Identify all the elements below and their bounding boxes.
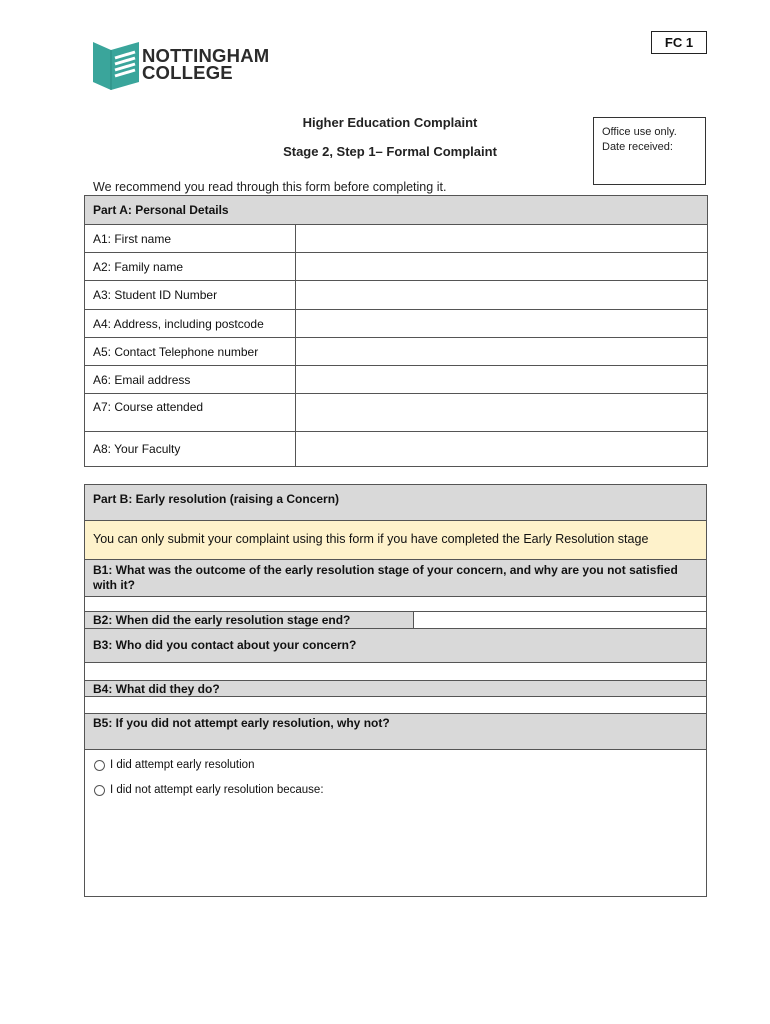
logo-text <box>142 47 269 81</box>
b3-answer[interactable] <box>85 662 706 680</box>
b2-label-cell <box>85 612 414 628</box>
course-field[interactable] <box>296 394 708 432</box>
radio-not-attempted[interactable] <box>94 785 105 796</box>
first-name-field[interactable] <box>296 225 708 253</box>
b4-answer[interactable] <box>85 696 706 713</box>
b3-row <box>85 628 706 662</box>
b4-row <box>85 680 706 696</box>
option-not-attempted-label: I did not attempt early resolution because: <box>110 784 324 796</box>
address-label: A4: Address, including postcode <box>85 310 296 338</box>
first-name-label: A1: First name <box>85 225 296 253</box>
b2-answer[interactable] <box>414 612 706 628</box>
b2-question: B2: When did the early resolution stage end? <box>93 613 351 627</box>
b1-row <box>85 559 706 596</box>
student-id-label: A3: Student ID Number <box>85 281 296 310</box>
notice-text: You can only submit your complaint using this form if you have completed the Early Resolution stage <box>93 532 649 546</box>
email-label: A6: Email address <box>85 366 296 394</box>
b4-question: B4: What did they do? <box>93 682 220 696</box>
logo-line-1: NOTTINGHAM <box>142 45 270 66</box>
office-use-label: Office use only. <box>602 126 677 138</box>
form-title: Higher Education Complaint <box>302 115 478 130</box>
option-not-attempted[interactable] <box>94 784 324 796</box>
part-b-section <box>84 484 707 897</box>
form-code: FC 1 <box>664 35 694 50</box>
part-b-header-row <box>85 485 706 520</box>
b5-question: B5: If you did not attempt early resolution, why not? <box>93 716 390 730</box>
option-attempted-label: I did attempt early resolution <box>110 759 255 771</box>
date-received-label: Date received: <box>602 141 673 153</box>
form-subtitle: Stage 2, Step 1– Formal Complaint <box>283 144 497 159</box>
part-b-header: Part B: Early resolution (raising a Concern) <box>93 492 340 506</box>
part-a-table <box>84 195 708 467</box>
b5-row <box>85 713 706 749</box>
logo-line-2: COLLEGE <box>142 62 233 83</box>
telephone-field[interactable] <box>296 338 708 366</box>
telephone-label: A5: Contact Telephone number <box>85 338 296 366</box>
family-name-field[interactable] <box>296 253 708 281</box>
office-use-box <box>593 117 706 185</box>
radio-attempted[interactable] <box>94 760 105 771</box>
form-code-box <box>651 31 707 54</box>
recommend-text: We recommend you read through this form before completing it. <box>93 180 447 194</box>
course-label: A7: Course attended <box>85 394 296 432</box>
faculty-label: A8: Your Faculty <box>85 432 296 467</box>
email-field[interactable] <box>296 366 708 394</box>
part-a-header: Part A: Personal Details <box>85 196 708 225</box>
faculty-field[interactable] <box>296 432 708 467</box>
b5-answer-area <box>85 749 706 896</box>
b3-question: B3: Who did you contact about your concern? <box>93 638 357 652</box>
b1-question: B1: What was the outcome of the early resolution stage of your concern, and why are you not satisfied with it? <box>93 563 678 592</box>
b1-answer[interactable] <box>85 596 706 611</box>
option-attempted[interactable] <box>94 759 254 771</box>
address-field[interactable] <box>296 310 708 338</box>
student-id-field[interactable] <box>296 281 708 310</box>
b2-row <box>85 611 706 628</box>
family-name-label: A2: Family name <box>85 253 296 281</box>
notice-row <box>85 520 706 559</box>
